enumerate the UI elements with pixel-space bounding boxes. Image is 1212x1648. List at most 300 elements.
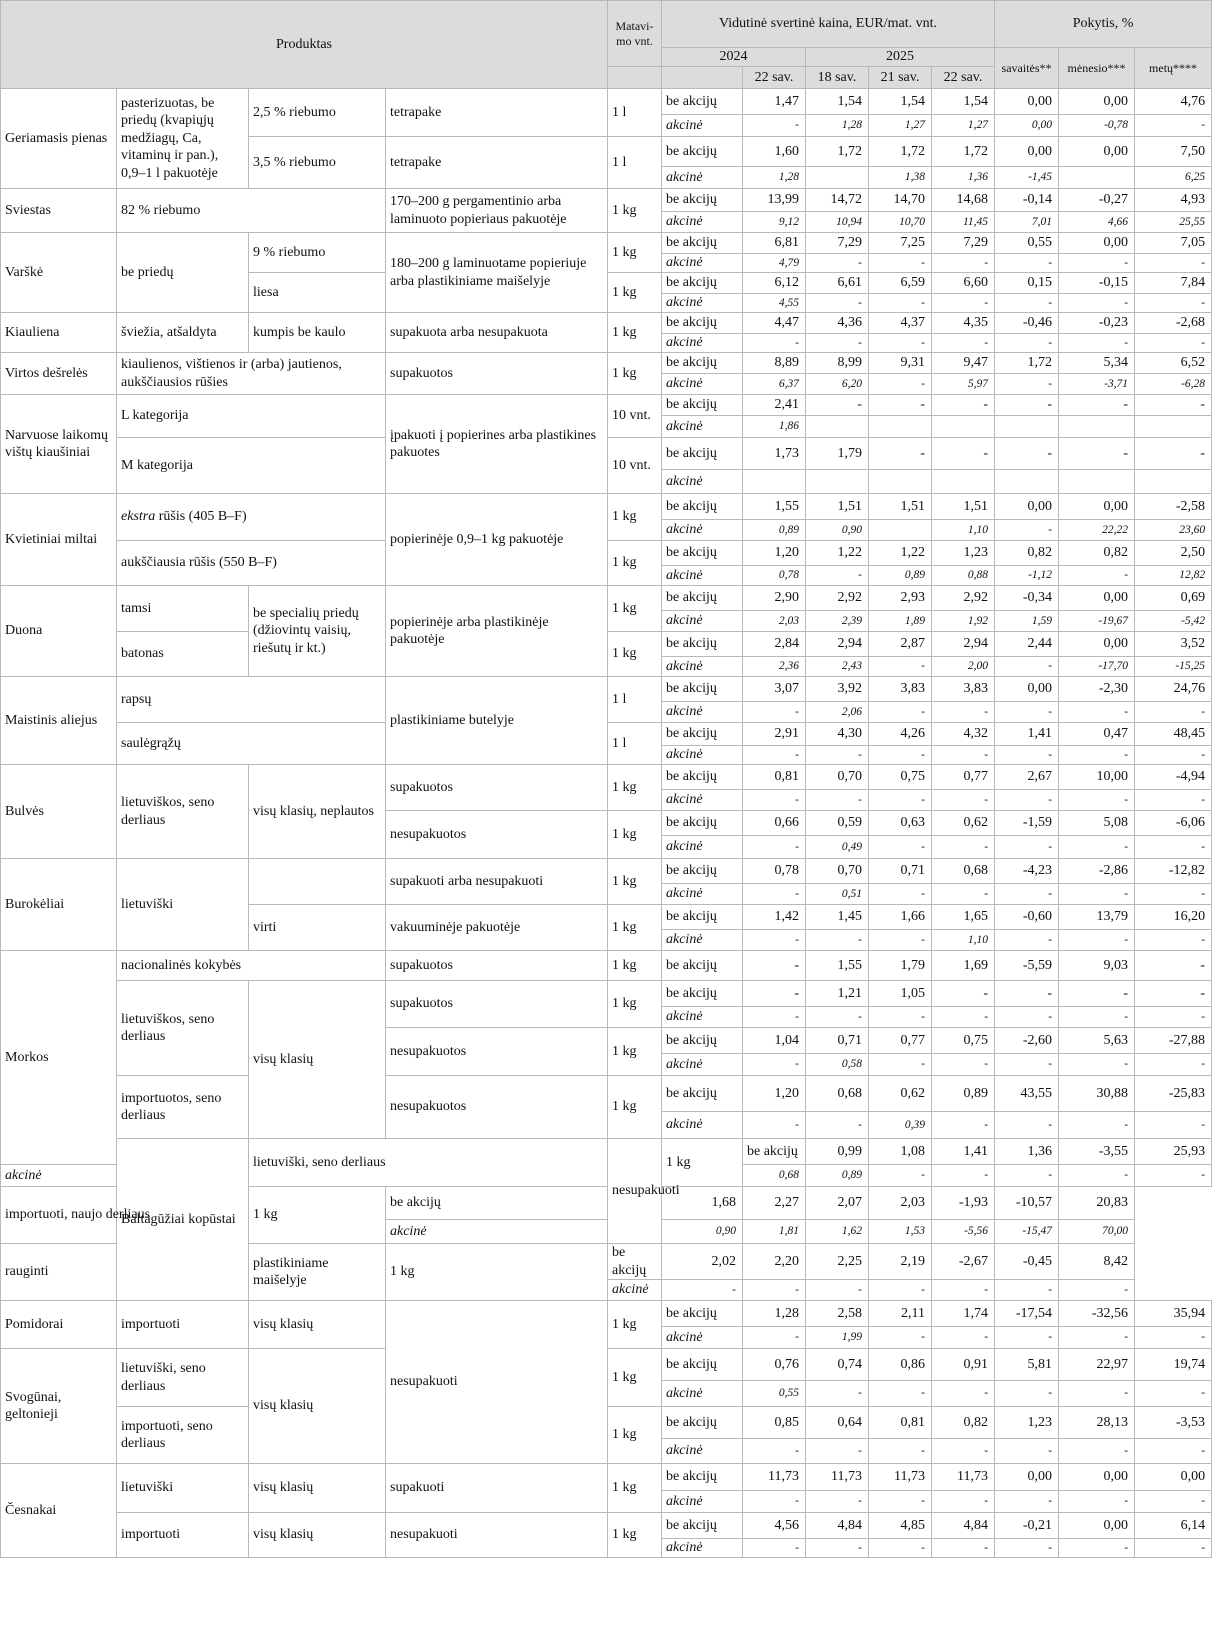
table-row: [1, 859, 1212, 884]
product-cell: importuoti: [117, 1301, 249, 1349]
promo-value-cell: -: [995, 1327, 1059, 1349]
product-cell: supakuotos: [386, 765, 608, 811]
product-cell: 1 kg: [608, 1301, 662, 1349]
promo-value-cell: 0,39: [869, 1112, 932, 1139]
promo-value-cell: -: [1059, 790, 1135, 811]
promo-value-cell: -: [806, 1007, 869, 1028]
product-cell: 1 kg: [608, 189, 662, 233]
value-cell: 1,20: [743, 1076, 806, 1112]
value-cell: 5,63: [1059, 1028, 1135, 1054]
product-cell: supakuoti: [386, 1464, 608, 1513]
product-cell: 3,5 % riebumo: [249, 137, 386, 189]
value-cell: 2,41: [743, 395, 806, 416]
product-cell: Narvuose laikomų vištų kiaušiniai: [1, 395, 117, 494]
promo-value-cell: -: [869, 1054, 932, 1076]
value-cell: 0,62: [869, 1076, 932, 1112]
product-cell: nacionalinės kokybės: [117, 951, 386, 981]
promo-value-cell: -: [743, 884, 806, 905]
product-cell: nesupakuotos: [386, 1076, 608, 1139]
value-cell: -0,46: [995, 313, 1059, 334]
promo-value-cell: -: [932, 294, 995, 313]
product-cell: visų klasių: [249, 1513, 386, 1558]
value-cell: 9,47: [932, 353, 995, 374]
promo-value-cell: -: [743, 1054, 806, 1076]
value-cell: 0,15: [995, 273, 1059, 294]
promo-value-cell: 0,88: [932, 566, 995, 586]
value-cell: -17,54: [995, 1301, 1059, 1327]
product-cell: Geriamasis pienas: [1, 89, 117, 189]
promo-value-cell: 2,39: [806, 611, 869, 632]
promo-value-cell: -: [1135, 1327, 1212, 1349]
value-cell: 0,70: [806, 859, 869, 884]
value-cell: 1,51: [869, 494, 932, 520]
value-cell: 1,23: [995, 1407, 1059, 1439]
value-cell: -: [1135, 438, 1212, 470]
promo-value-cell: [806, 167, 869, 189]
promo-value-cell: -: [1135, 294, 1212, 313]
product-cell: importuoti: [117, 1513, 249, 1558]
week-2024-header: 22 sav.: [743, 67, 806, 89]
promo-value-cell: -: [1059, 884, 1135, 905]
product-cell: be priedų: [117, 233, 249, 313]
promo-type-label: akcinė: [662, 930, 743, 951]
price-type-label: be akcijų: [386, 1187, 608, 1220]
promo-value-cell: -: [1059, 1007, 1135, 1028]
promo-type-label: akcinė: [662, 611, 743, 632]
value-cell: 1,51: [932, 494, 995, 520]
price-type-label: be akcijų: [662, 1301, 743, 1327]
promo-value-cell: -: [932, 746, 995, 765]
value-cell: -25,83: [1135, 1076, 1212, 1112]
product-cell: lietuviški, seno derliaus: [117, 1349, 249, 1407]
value-cell: 0,00: [1059, 632, 1135, 657]
value-cell: 6,61: [806, 273, 869, 294]
product-cell: 1 l: [608, 723, 662, 765]
value-cell: 4,84: [932, 1513, 995, 1539]
value-cell: 1,79: [806, 438, 869, 470]
promo-value-cell: 1,92: [932, 611, 995, 632]
value-cell: 1,23: [932, 541, 995, 566]
price-group-header: Vidutinė svertinė kaina, EUR/mat. vnt.: [662, 1, 995, 48]
product-cell: Kiauliena: [1, 313, 117, 353]
value-cell: 1,72: [869, 137, 932, 167]
value-cell: 1,41: [932, 1139, 995, 1165]
promo-value-cell: [932, 416, 995, 438]
promo-value-cell: -: [743, 115, 806, 137]
value-cell: -1,59: [995, 811, 1059, 836]
promo-value-cell: -: [869, 254, 932, 273]
product-cell: 1 kg: [608, 859, 662, 905]
value-cell: -: [932, 981, 995, 1007]
value-cell: 0,75: [932, 1028, 995, 1054]
table-header: [1, 1, 1212, 89]
promo-type-label: akcinė: [662, 520, 743, 541]
value-cell: 3,83: [932, 677, 995, 702]
value-cell: 48,45: [1135, 723, 1212, 746]
promo-type-label: akcinė: [662, 374, 743, 395]
product-cell: importuoti, naujo derliaus: [1, 1187, 249, 1244]
product-cell: importuoti, seno derliaus: [117, 1407, 249, 1464]
promo-value-cell: -: [743, 1280, 806, 1301]
promo-value-cell: -1,45: [995, 167, 1059, 189]
promo-value-cell: 70,00: [1059, 1220, 1135, 1244]
promo-value-cell: -: [995, 1112, 1059, 1139]
value-cell: 7,05: [1135, 233, 1212, 254]
value-cell: -: [1059, 395, 1135, 416]
promo-value-cell: [1135, 470, 1212, 494]
product-cell: 1 kg: [608, 273, 662, 313]
promo-type-label: akcinė: [1, 1165, 117, 1187]
promo-value-cell: -: [869, 294, 932, 313]
product-cell: L kategorija: [117, 395, 386, 438]
promo-type-label: akcinė: [662, 566, 743, 586]
value-cell: 1,22: [806, 541, 869, 566]
promo-type-label: akcinė: [662, 884, 743, 905]
product-cell: batonas: [117, 632, 249, 677]
promo-value-cell: 2,43: [806, 657, 869, 677]
table-row: [1, 951, 1212, 981]
product-cell: kumpis be kaulo: [249, 313, 386, 353]
value-cell: -2,67: [932, 1244, 995, 1280]
promo-value-cell: 11,45: [932, 212, 995, 233]
promo-value-cell: -: [932, 1165, 995, 1187]
value-cell: 5,08: [1059, 811, 1135, 836]
promo-value-cell: -: [806, 254, 869, 273]
table-row: [1, 395, 1212, 416]
value-cell: 1,72: [932, 137, 995, 167]
product-cell-italic: ekstra: [121, 509, 156, 525]
product-cell: nesupakuoti: [386, 1513, 608, 1558]
value-cell: 20,83: [1059, 1187, 1135, 1220]
promo-value-cell: -: [869, 334, 932, 353]
value-cell: 0,81: [743, 765, 806, 790]
product-cell: tamsi: [117, 586, 249, 632]
value-cell: 14,68: [932, 189, 995, 212]
product-cell: 1 kg: [608, 233, 662, 273]
promo-value-cell: -: [869, 1381, 932, 1407]
promo-value-cell: -: [1135, 1112, 1212, 1139]
product-cell: M kategorija: [117, 438, 386, 494]
product-cell: 2,5 % riebumo: [249, 89, 386, 137]
promo-value-cell: -: [995, 790, 1059, 811]
value-cell: 14,72: [806, 189, 869, 212]
promo-value-cell: -: [806, 1539, 869, 1558]
promo-value-cell: 1,53: [869, 1220, 932, 1244]
promo-value-cell: -: [1135, 702, 1212, 723]
promo-value-cell: -: [743, 930, 806, 951]
value-cell: 0,82: [995, 541, 1059, 566]
promo-value-cell: -: [932, 1007, 995, 1028]
value-cell: 2,67: [995, 765, 1059, 790]
promo-value-cell: -15,25: [1135, 657, 1212, 677]
value-cell: 0,63: [869, 811, 932, 836]
promo-value-cell: -: [932, 1112, 995, 1139]
promo-value-cell: -: [869, 657, 932, 677]
promo-value-cell: 1,27: [932, 115, 995, 137]
table-row: [1, 89, 1212, 115]
product-cell: nesupakuotos: [386, 1028, 608, 1076]
value-cell: 0,69: [1135, 586, 1212, 611]
price-type-label: be akcijų: [662, 313, 743, 334]
promo-value-cell: -: [1135, 1054, 1212, 1076]
value-cell: 1,20: [743, 541, 806, 566]
promo-value-cell: -: [869, 746, 932, 765]
product-cell: nesupakuoti: [608, 1139, 662, 1244]
promo-type-label: akcinė: [662, 657, 743, 677]
product-cell: 9 % riebumo: [249, 233, 386, 273]
product-cell: 1 kg: [608, 586, 662, 632]
promo-type-label: akcinė: [662, 790, 743, 811]
promo-value-cell: -: [1135, 930, 1212, 951]
table-row: [1, 1301, 1212, 1327]
value-cell: 4,26: [869, 723, 932, 746]
value-cell: 3,07: [743, 677, 806, 702]
promo-value-cell: -: [1135, 1165, 1212, 1187]
promo-value-cell: -: [1135, 254, 1212, 273]
price-type-label: be akcijų: [662, 1407, 743, 1439]
value-cell: 0,75: [869, 765, 932, 790]
promo-value-cell: -: [806, 930, 869, 951]
promo-value-cell: -: [743, 1491, 806, 1513]
value-cell: 1,51: [806, 494, 869, 520]
promo-value-cell: -: [806, 1280, 869, 1301]
price-type-label: be akcijų: [662, 273, 743, 294]
promo-value-cell: -: [806, 1439, 869, 1464]
promo-value-cell: 2,03: [743, 611, 806, 632]
promo-value-cell: -: [1059, 1112, 1135, 1139]
price-type-label: be akcijų: [662, 541, 743, 566]
value-cell: 35,94: [1135, 1301, 1212, 1327]
value-cell: 1,22: [869, 541, 932, 566]
promo-value-cell: -: [1059, 334, 1135, 353]
promo-type-label: akcinė: [662, 254, 743, 273]
value-cell: 4,37: [869, 313, 932, 334]
product-cell: 1 kg: [608, 1076, 662, 1139]
value-cell: 0,68: [806, 1076, 869, 1112]
product-cell: plastikiniame maišelyje: [249, 1244, 386, 1301]
promo-value-cell: 6,37: [743, 374, 806, 395]
value-cell: 7,29: [806, 233, 869, 254]
value-cell: 0,99: [806, 1139, 869, 1165]
value-cell: 2,11: [869, 1301, 932, 1327]
product-cell: įpakuoti į popierines arba plastikines pakuotes: [386, 395, 608, 494]
value-cell: -: [995, 395, 1059, 416]
promo-value-cell: -: [1059, 1539, 1135, 1558]
product-header: Produktas: [1, 1, 608, 89]
value-cell: 2,94: [932, 632, 995, 657]
value-cell: 1,69: [932, 951, 995, 981]
promo-value-cell: 0,89: [806, 1165, 869, 1187]
product-cell: Bulvės: [1, 765, 117, 859]
product-cell: tetrapake: [386, 89, 608, 137]
value-cell: 0,77: [869, 1028, 932, 1054]
value-cell: 1,55: [743, 494, 806, 520]
value-cell: 2,93: [869, 586, 932, 611]
value-cell: -3,53: [1135, 1407, 1212, 1439]
promo-value-cell: 1,10: [932, 930, 995, 951]
promo-value-cell: -6,28: [1135, 374, 1212, 395]
value-cell: 2,90: [743, 586, 806, 611]
value-cell: 0,74: [806, 1349, 869, 1381]
promo-value-cell: -: [995, 657, 1059, 677]
product-cell: 1 kg: [608, 1349, 662, 1407]
product-cell: Duona: [1, 586, 117, 677]
value-cell: 3,83: [869, 677, 932, 702]
promo-value-cell: -: [869, 884, 932, 905]
value-cell: -: [869, 438, 932, 470]
promo-value-cell: -: [932, 884, 995, 905]
product-cell: 1 kg: [608, 353, 662, 395]
value-cell: 7,25: [869, 233, 932, 254]
value-cell: -5,59: [995, 951, 1059, 981]
value-cell: 0,00: [995, 137, 1059, 167]
product-cell: plastikiniame butelyje: [386, 677, 608, 765]
promo-type-label: akcinė: [662, 1539, 743, 1558]
table-row: [1, 1464, 1212, 1491]
value-cell: 2,19: [869, 1244, 932, 1280]
promo-value-cell: -: [932, 334, 995, 353]
empty-header-cell: [662, 67, 743, 89]
promo-type-label: akcinė: [662, 115, 743, 137]
product-cell: 10 vnt.: [608, 438, 662, 494]
promo-value-cell: 1,28: [743, 167, 806, 189]
value-cell: 0,00: [1135, 1464, 1212, 1491]
value-cell: -0,14: [995, 189, 1059, 212]
product-cell: Varškė: [1, 233, 117, 313]
promo-value-cell: -: [995, 1491, 1059, 1513]
promo-value-cell: -: [995, 374, 1059, 395]
price-type-label: be akcijų: [662, 395, 743, 416]
value-cell: 2,91: [743, 723, 806, 746]
product-cell: kiaulienos, vištienos ir (arba) jautienos, aukščiausios rūšies: [117, 353, 386, 395]
promo-value-cell: 0,89: [743, 520, 806, 541]
product-cell: supakuotos: [386, 951, 608, 981]
value-cell: 11,73: [806, 1464, 869, 1491]
promo-value-cell: -: [1059, 1054, 1135, 1076]
value-cell: 0,76: [743, 1349, 806, 1381]
value-cell: -2,68: [1135, 313, 1212, 334]
promo-value-cell: -: [1059, 566, 1135, 586]
promo-value-cell: 4,66: [1059, 212, 1135, 233]
value-cell: 28,13: [1059, 1407, 1135, 1439]
promo-value-cell: -: [806, 746, 869, 765]
value-cell: -: [1135, 951, 1212, 981]
promo-value-cell: -: [995, 1439, 1059, 1464]
value-cell: 1,04: [743, 1028, 806, 1054]
price-type-label: be akcijų: [662, 233, 743, 254]
value-cell: -2,30: [1059, 677, 1135, 702]
product-cell: visų klasių: [249, 1301, 386, 1349]
value-cell: 43,55: [995, 1076, 1059, 1112]
product-cell: šviežia, atšaldyta: [117, 313, 249, 353]
product-cell: importuotos, seno derliaus: [117, 1076, 249, 1139]
promo-value-cell: -: [1059, 1280, 1135, 1301]
value-cell: 1,72: [806, 137, 869, 167]
promo-value-cell: [869, 520, 932, 541]
promo-value-cell: -: [1059, 702, 1135, 723]
price-type-label: be akcijų: [662, 494, 743, 520]
promo-type-label: akcinė: [662, 1381, 743, 1407]
table-row: [1, 981, 1212, 1007]
promo-value-cell: -: [1135, 1007, 1212, 1028]
promo-value-cell: [1059, 470, 1135, 494]
promo-value-cell: -: [1059, 1327, 1135, 1349]
value-cell: -10,57: [995, 1187, 1059, 1220]
change-group-header: Pokytis, %: [995, 1, 1212, 48]
promo-value-cell: -: [1135, 836, 1212, 859]
product-cell: 1 kg: [608, 905, 662, 951]
product-cell: ekstra rūšis (405 B–F): [117, 494, 386, 541]
value-cell: 0,00: [995, 494, 1059, 520]
promo-value-cell: -: [995, 1007, 1059, 1028]
value-cell: 4,36: [806, 313, 869, 334]
value-cell: -2,58: [1135, 494, 1212, 520]
product-cell: 1 kg: [249, 1187, 386, 1244]
product-cell: Česnakai: [1, 1464, 117, 1558]
promo-value-cell: 2,06: [806, 702, 869, 723]
product-cell: 82 % riebumo: [117, 189, 386, 233]
promo-value-cell: [995, 470, 1059, 494]
promo-value-cell: -: [806, 1381, 869, 1407]
value-cell: 0,00: [1059, 1464, 1135, 1491]
value-cell: 0,64: [806, 1407, 869, 1439]
price-type-label: be akcijų: [662, 859, 743, 884]
promo-value-cell: 1,59: [995, 611, 1059, 632]
value-cell: -0,21: [995, 1513, 1059, 1539]
product-cell: supakuotos: [386, 353, 608, 395]
product-cell: lietuviški, seno derliaus: [249, 1139, 608, 1187]
product-cell: nesupakuotos: [386, 811, 608, 859]
promo-value-cell: 0,68: [743, 1165, 806, 1187]
product-cell: 1 kg: [608, 1464, 662, 1513]
promo-value-cell: -: [1135, 1439, 1212, 1464]
promo-value-cell: -: [995, 334, 1059, 353]
price-type-label: be akcijų: [662, 89, 743, 115]
promo-value-cell: -: [743, 1007, 806, 1028]
product-cell: lietuviški: [117, 1464, 249, 1513]
price-type-label: be akcijų: [662, 677, 743, 702]
value-cell: -: [743, 981, 806, 1007]
promo-value-cell: -: [743, 790, 806, 811]
promo-value-cell: -: [932, 254, 995, 273]
price-type-label: be akcijų: [662, 632, 743, 657]
product-cell: 180–200 g laminuotame popieriuje arba plastikiniame maišelyje: [386, 233, 608, 313]
value-cell: 5,34: [1059, 353, 1135, 374]
price-type-label: be akcijų: [662, 723, 743, 746]
promo-value-cell: -: [1059, 254, 1135, 273]
promo-value-cell: -: [932, 836, 995, 859]
promo-value-cell: -5,56: [932, 1220, 995, 1244]
promo-value-cell: -: [995, 884, 1059, 905]
promo-value-cell: -: [869, 702, 932, 723]
value-cell: 0,00: [995, 677, 1059, 702]
promo-value-cell: -: [869, 836, 932, 859]
value-cell: 1,54: [932, 89, 995, 115]
value-cell: 13,79: [1059, 905, 1135, 930]
week-21-header: 21 sav.: [869, 67, 932, 89]
value-cell: -6,06: [1135, 811, 1212, 836]
promo-value-cell: 1,38: [869, 167, 932, 189]
promo-value-cell: -: [806, 1112, 869, 1139]
product-cell: be specialių priedų (džiovintų vaisių, riešutų ir kt.): [249, 586, 386, 677]
promo-value-cell: -: [743, 1112, 806, 1139]
value-cell: 1,45: [806, 905, 869, 930]
promo-value-cell: -: [869, 1539, 932, 1558]
promo-type-label: akcinė: [662, 294, 743, 313]
value-cell: 0,66: [743, 811, 806, 836]
value-cell: 2,92: [932, 586, 995, 611]
promo-value-cell: -: [806, 294, 869, 313]
